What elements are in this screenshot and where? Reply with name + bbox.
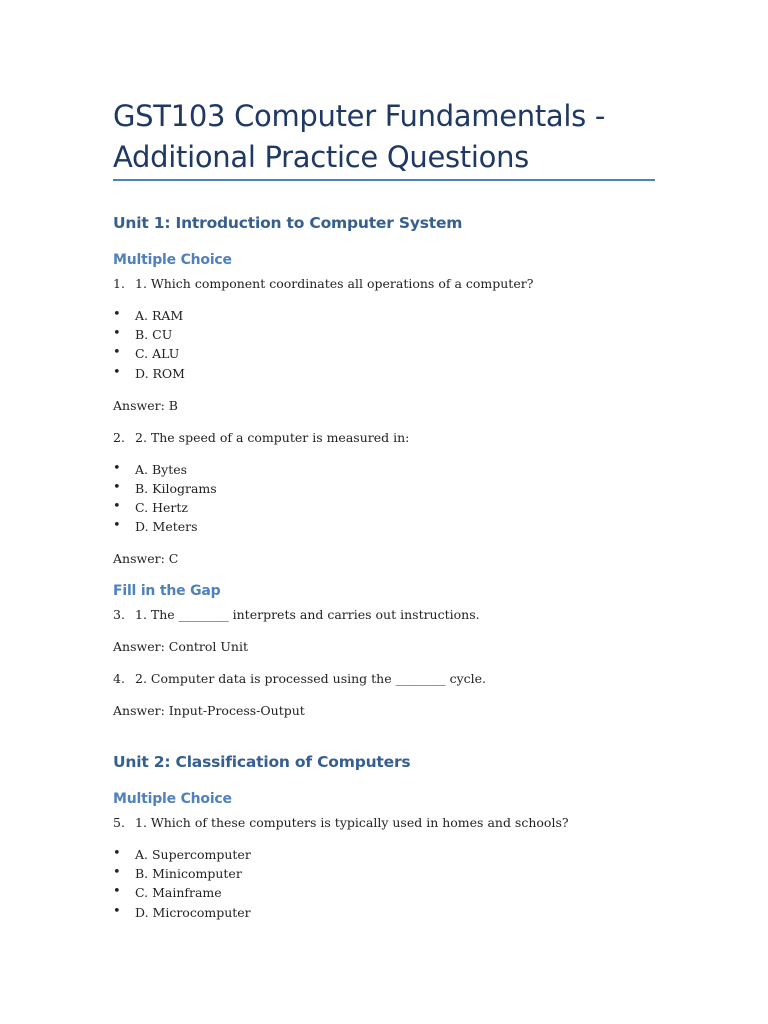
- question-3-answer: Answer: Control Unit: [113, 639, 248, 654]
- title-underline: [113, 179, 655, 181]
- question-1-answer: Answer: B: [113, 398, 178, 413]
- question-1: 1. 1. Which component coordinates all operations of a computer?: [113, 276, 534, 291]
- unit-2-heading: Unit 2: Classification of Computers: [113, 753, 411, 771]
- question-5: 5. 1. Which of these computers is typically used in homes and schools?: [113, 815, 569, 830]
- question-2-answer: Answer: C: [113, 551, 179, 566]
- question-3: 3. 1. The ________ interprets and carries out instructions.: [113, 607, 480, 622]
- unit-2-multiple-choice-heading: Multiple Choice: [113, 791, 232, 807]
- question-4: 4. 2. Computer data is processed using the ________ cycle.: [113, 671, 486, 686]
- question-2: 2. 2. The speed of a computer is measured in:: [113, 430, 410, 445]
- document-title: GST103 Computer Fundamentals - Additional Practice Questions: [113, 99, 606, 174]
- unit-1-heading: Unit 1: Introduction to Computer System: [113, 214, 463, 232]
- unit-1-fill-in-gap-heading: Fill in the Gap: [113, 583, 221, 599]
- unit-1-multiple-choice-heading: Multiple Choice: [113, 252, 232, 268]
- question-4-answer: Answer: Input-Process-Output: [113, 703, 305, 718]
